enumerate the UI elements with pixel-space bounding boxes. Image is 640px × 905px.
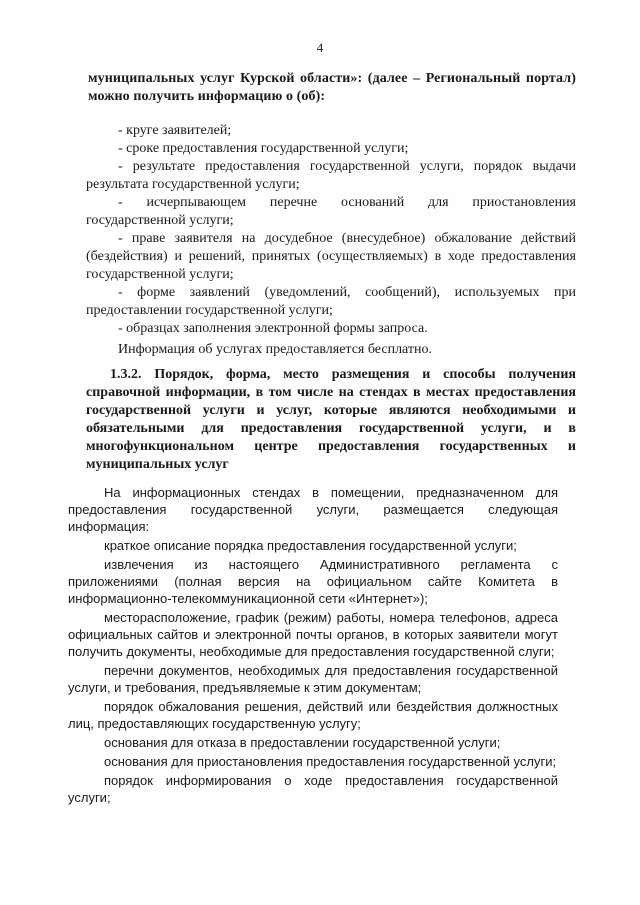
list-item: - круге заявителей;: [118, 123, 232, 138]
list-item: - результате предоставления государственной услуги, порядок выдачи результата государственной услуги;: [86, 159, 576, 192]
list-item: - образцах заполнения электронной формы запроса.: [118, 321, 428, 336]
page-number: 4: [316, 40, 324, 55]
body-paragraph: порядок информирования о ходе предоставления государственной услуги;: [68, 773, 558, 805]
intro-paragraph: муниципальных услуг Курской области»: (далее – Региональный портал) можно получить информацию о (об):: [88, 71, 576, 104]
body-paragraph: На информационных стендах в помещении, предназначенном для предоставления государственной услуги, размещается следующая информация:: [68, 485, 558, 534]
body-paragraph: извлечения из настоящего Административного регламента с приложениями (полная версия на официальном сайте Комитета в информационно-телекоммуникационной сети «Интернет»);: [68, 557, 558, 606]
info-list: [86, 122, 576, 359]
list-item: - форме заявлений (уведомлений, сообщений), используемых при предоставлении государственной услуги;: [86, 285, 576, 318]
body-paragraph: основания для приостановления предоставления государственной услуги;: [104, 754, 557, 769]
body-paragraph: основания для отказа в предоставлении государственной услуги;: [104, 735, 501, 750]
body-paragraph: месторасположение, график (режим) работы, номера телефонов, адреса официальных сайтов и электронной почты органов, в которых заявители могут получить документы, необходимые для предоставления государственной слуги;: [68, 610, 558, 659]
body-paragraph: перечни документов, необходимых для предоставления государственной услуги, и требования, предъявляемые к этим документам;: [68, 663, 558, 695]
list-item: - исчерпывающем перечне оснований для приостановления государственной услуги;: [86, 195, 576, 228]
free-note: Информация об услугах предоставляется бесплатно.: [118, 342, 433, 357]
stand-info-section: [68, 484, 558, 808]
body-paragraph: краткое описание порядка предоставления государственной услуги;: [104, 538, 517, 553]
section-heading: 1.3.2. Порядок, форма, место размещения и способы получения справочной информации, в том числе на стендах в местах предоставления государственной услуги и услуг, которые являются необходимыми и обязательными для предоставления государственной услуги, и в многофункциональном центре предоставления государственных и муниципальных услуг: [86, 367, 576, 472]
list-item: - праве заявителя на досудебное (внесудебное) обжалование действий (бездействия) и решений, принятых (осуществляемых) в ходе предоставления государственной услуги;: [86, 231, 576, 282]
body-paragraph: порядок обжалования решения, действий или бездействия должностных лиц, предоставляющих государственную услугу;: [68, 699, 558, 731]
list-item: - сроке предоставления государственной услуги;: [118, 141, 409, 156]
